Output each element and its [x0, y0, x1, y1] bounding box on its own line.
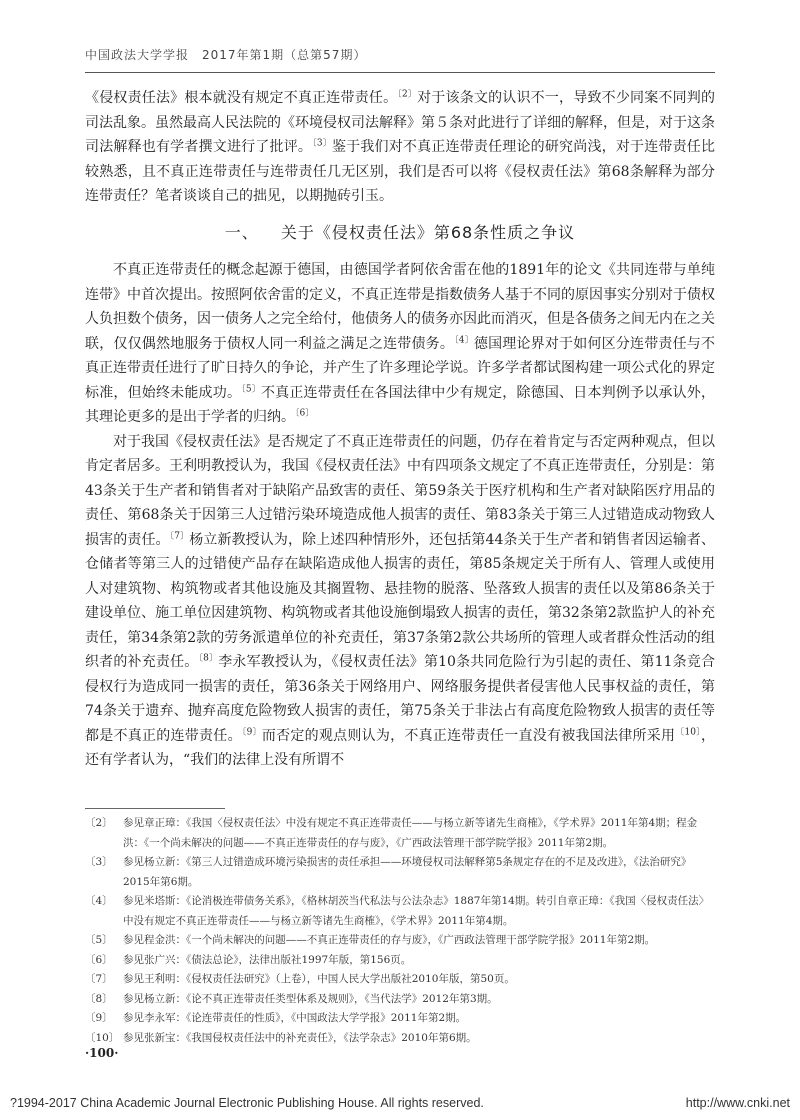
footnote-ref[interactable]: 〔4〕 — [454, 334, 474, 345]
footnote-label: 〔7〕 — [85, 973, 113, 985]
text-run: 《侵权责任法》根本就没有规定不真正连带责任。 — [85, 90, 398, 106]
page-number: ·100· — [85, 1046, 119, 1060]
footnote-ref[interactable]: 〔10〕 — [675, 726, 702, 737]
text-run: ，还有学者认为，“我们的法律上没有所谓不 — [85, 727, 716, 768]
text-run: 杨立新教授认为，除上述四种情形外，还包括第44条关于生产者和销售者因运输者、仓储者等第三人的过错使产品存在缺陷造成他人损害的责任，第85条规定关于所有人、管理人或使用人对建筑物、构筑物或者其他设施及其搁置物、悬挂物的脱落、坠落致人损害的责任以及第86条关于建设单位、施工单位因建筑物、构筑物或者其他设施倒塌致人损害的责任，第32条第2款监护人的补充责任，第34条第2款的劳务派遣单位的补充责任，第37条第2款公共场所的管理人或者群众性活动的组织者的补充责任。 — [85, 531, 716, 670]
footnote-ref[interactable]: 〔5〕 — [241, 383, 261, 394]
text-run: 李永军教授认为，《侵权责任法》第10条共同危险行为引起的责任、第11条竞合侵权行为造成同一损害的责任，第36条关于网络用户、网络服务提供者侵害他人民事权益的责任，第74条关于遗弃、抛弃高度危险物致人损害的责任，第75条关于非法占有高度危险物致人损害的责任等都是不真正的连带责任。 — [85, 654, 716, 744]
footnote-text: 参见米塔斯：《论消极连带债务关系》，《格林胡茨当代私法与公法杂志》1887年第14期。转引自章正璋：《我国〈侵权责任法〉中没有规定不真正连带责任——与杨立新等诸先生商榷》，《学术界》2011年第4期。 — [123, 895, 710, 927]
text-run: 鉴于我们对不真正连带责任理论的研究尚浅，对于连带责任比较熟悉，且不真正连带责任与连带责任几无区别，我们是否可以将《侵权责任法》第68条解释为部分连带责任？笔者谈谈自己的拙见，以期抛砖引玉。 — [85, 139, 716, 204]
footnote-item — [85, 892, 715, 931]
footnote-label: 〔10〕 — [85, 1031, 120, 1044]
running-header: 中国政法大学学报 2017年第1期（总第57期） — [85, 48, 367, 62]
footnote-rule — [85, 808, 225, 809]
footnote-item — [85, 1009, 715, 1029]
footnote-text: 参见李永军：《论连带责任的性质》，《中国政法大学学报》2011年第2期。 — [123, 1012, 467, 1024]
footnote-text: 参见杨立新：《第三人过错造成环境污染损害的责任承担——环境侵权司法解释第5条规定存在的不足及改进》，《法治研究》2015年第6期。 — [123, 856, 692, 888]
section-heading — [85, 221, 715, 246]
footnote-item — [85, 814, 715, 853]
text-run: 德国理论界对于如何区分连带责任与不真正连带责任进行了旷日持久的争论，并产生了许多理论学说。许多学者都试图构建一项公式化的界定标准，但始终未能成功。 — [85, 335, 716, 401]
footnote-item — [85, 1029, 715, 1049]
article-body — [85, 86, 715, 773]
footnote-ref[interactable]: 〔6〕 — [295, 408, 315, 419]
paragraph-debate — [85, 430, 715, 773]
footnote-item — [85, 853, 715, 892]
footnote-label: 〔5〕 — [85, 934, 113, 946]
text-run: 不真正连带责任的概念起源于德国，由德国学者阿依舍雷在他的1891年的论文《共同连带与单纯连带》中首次提出。按照阿依舍雷的定义，不真正连带是指数债务人基于不同的原因事实分别对于债权人负担数个债务，因一债务人之完全给付，他债务人的债务亦因此而消灭，但是各债务之间无内在之关联，仅仅偶然地服务于债权人同一利益之满足之连带债务。 — [85, 262, 715, 352]
footnote-label: 〔2〕 — [85, 817, 113, 829]
copyright-footer — [10, 1096, 790, 1110]
text-run: 不真正连带责任在各国法律中少有规定，除德国、日本判例予以承认外，其理论更多的是出于学者的归纳。 — [85, 384, 716, 425]
paragraph-origin — [85, 258, 715, 430]
header-rule — [85, 72, 715, 73]
copyright-notice: ?1994-2017 China Academic Journal Electronic Publishing House. All rights reserved. — [10, 1096, 484, 1110]
footnote-ref[interactable]: 〔9〕 — [241, 726, 262, 737]
footnote-text: 参见杨立新：《论不真正连带责任类型体系及规则》，《当代法学》2012年第3期。 — [123, 992, 498, 1005]
section-title: 关于《侵权责任法》第68条性质之争议 — [280, 222, 576, 242]
footnote-text: 参见张广兴：《债法总论》，法律出版社1997年版，第156页。 — [123, 953, 412, 966]
section-number: 一、 — [224, 222, 259, 242]
footnote-ref[interactable]: 〔3〕 — [312, 138, 332, 149]
paragraph-intro — [85, 86, 715, 209]
footnote-text: 参见程金洪：《一个尚未解决的问题——不真正连带责任的存与废》，《广西政法管理干部学院学报》2011年第2期。 — [123, 934, 656, 946]
text-run: 对于我国《侵权责任法》是否规定了不真正连带责任的问题，仍存在着肯定与否定两种观点，但以肯定者居多。王利明教授认为，我国《侵权责任法》中有四项条文规定了不真正连带责任，分别是：第43条关于生产者和销售者对于缺陷产品致害的责任、第59条关于医疗机构和生产者对缺陷医疗用品的责任、第68条关于因第三人过错污染环境造成他人损害的责任、第83条关于第三人过错造成动物致人损害的责任。 — [85, 433, 715, 548]
footnote-label: 〔9〕 — [85, 1012, 113, 1024]
footnote-item — [85, 970, 715, 990]
text-run: 而否定的观点则认为，不真正连带责任一直没有被我国法律所采用 — [261, 727, 676, 744]
footnote-item — [85, 951, 715, 971]
footnote-label: 〔3〕 — [85, 856, 113, 868]
footnote-ref[interactable]: 〔2〕 — [397, 89, 418, 100]
footnote-label: 〔4〕 — [85, 895, 113, 907]
text-run: 对于该条文的认识不一，导致不少同案不同判的司法乱象。虽然最高人民法院的《环境侵权司法解释》第５条对此进行了详细的解释，但是，对于这条司法解释也有学者撰文进行了批评。 — [85, 90, 716, 155]
footnotes — [85, 814, 715, 1048]
footnote-text: 参见章正璋：《我国〈侵权责任法〉中没有规定不真正连带责任——与杨立新等诸先生商榷》，《学术界》2011年第4期；程金洪：《一个尚未解决的问题——不真正连带责任的存与废》，《广西政法管理干部学院学报》2011年第2期。 — [123, 817, 698, 849]
footnote-item — [85, 990, 715, 1010]
footnote-item — [85, 931, 715, 951]
cnki-link[interactable]: http://www.cnki.net — [685, 1096, 790, 1110]
footnote-text: 参见张新宝：《我国侵权责任法中的补充责任》，《法学杂志》2010年第6期。 — [123, 1031, 477, 1044]
footnote-text: 参见王利明：《侵权责任法研究》（上卷），中国人民大学出版社2010年版，第50页。 — [123, 973, 515, 985]
footnote-label: 〔6〕 — [85, 953, 113, 966]
footnote-ref[interactable]: 〔7〕 — [169, 530, 190, 541]
footnote-label: 〔8〕 — [85, 992, 113, 1005]
footnote-ref[interactable]: 〔8〕 — [198, 653, 219, 664]
